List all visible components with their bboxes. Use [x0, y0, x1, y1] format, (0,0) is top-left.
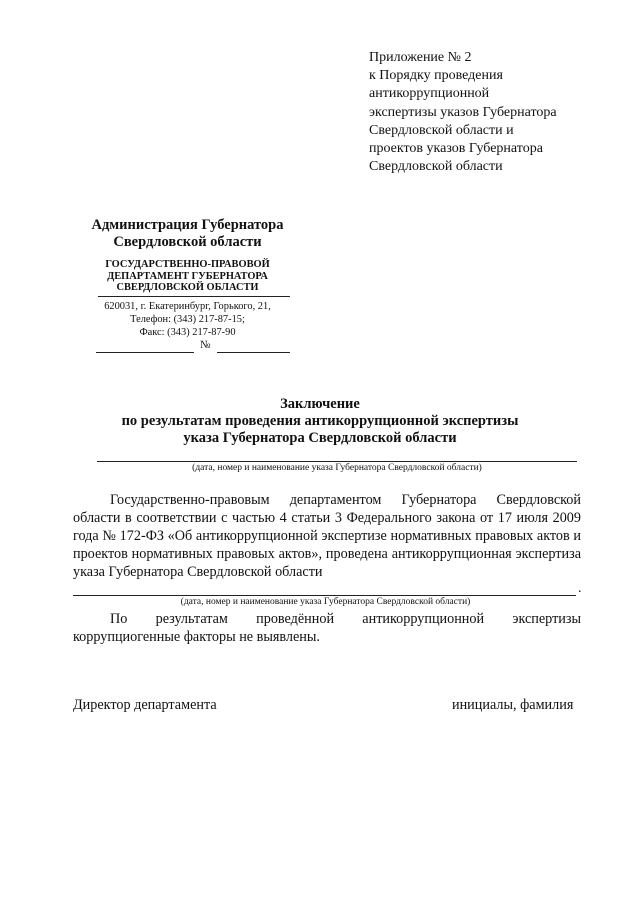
signature-name: инициалы, фамилия [452, 697, 574, 713]
appendix-line: экспертизы указов Губернатора [369, 104, 557, 120]
signature-position: Директор департамента [73, 697, 217, 713]
org-address-line: 620031, г. Екатеринбург, Горького, 21, [104, 301, 271, 312]
org-dept-line: ДЕПАРТАМЕНТ ГУБЕРНАТОРА [107, 270, 268, 282]
org-dept-line: СВЕРДЛОВСКОЙ ОБЛАСТИ [116, 282, 259, 293]
paragraph-2-text: По результатам проведённой антикоррупционной экспертизы коррупциогенные факторы не выявлены. [73, 611, 581, 645]
paragraph-1-end: . [578, 581, 582, 596]
org-title [80, 217, 295, 251]
decree-hint: (дата, номер и наименование указа Губернатора Свердловской области) [192, 463, 482, 473]
paragraph-1-text: Государственно-правовым департаментом Губернатора Свердловской области в соответствии с частью 4 статьи 3 Федерального закона от 17 июля 2009 года № 172-ФЗ «Об антикоррупционной экспертизе нормативных правовых актов и проектов нормативных правовых актов», проведена антикоррупционная экспертиза указа Губернатора Свердловской области [73, 492, 581, 580]
appendix-line: проектов указов Губернатора [369, 141, 543, 157]
org-title-line: Администрация Губернатора [91, 217, 284, 233]
org-address-line: Факс: (343) 217-87-90 [139, 327, 236, 338]
heading-line: по результатам проведения антикоррупционной экспертизы [121, 413, 519, 429]
org-dept-line: ГОСУДАРСТВЕННО-ПРАВОВОЙ [105, 259, 270, 270]
registration-date-line [96, 352, 194, 353]
appendix-line: Свердловской области и [369, 122, 514, 138]
appendix-line: к Порядку проведения [369, 68, 503, 84]
appendix-line: Свердловской области [369, 159, 503, 175]
appendix-line: Приложение № 2 [369, 50, 472, 65]
org-title-line: Свердловской области [113, 234, 262, 250]
decree-fill-line [97, 461, 577, 462]
org-department [80, 259, 295, 294]
heading-line: указа Губернатора Свердловской области [183, 430, 457, 446]
org-address-line: Телефон: (343) 217-87-15; [130, 314, 245, 325]
document-heading [60, 396, 580, 447]
decree-hint-2: (дата, номер и наименование указа Губернатора Свердловской области) [180, 597, 471, 607]
body-paragraph-1 [73, 491, 581, 581]
appendix-block [369, 49, 557, 176]
registration-number-sign: № [200, 339, 211, 351]
registration-number-line [217, 352, 290, 353]
org-divider [98, 296, 290, 297]
body-paragraph-2 [73, 610, 581, 646]
heading-line: Заключение [280, 396, 360, 412]
org-address [80, 300, 295, 339]
appendix-line: антикоррупционной [369, 86, 490, 102]
decree-fill-line-2 [73, 595, 576, 596]
